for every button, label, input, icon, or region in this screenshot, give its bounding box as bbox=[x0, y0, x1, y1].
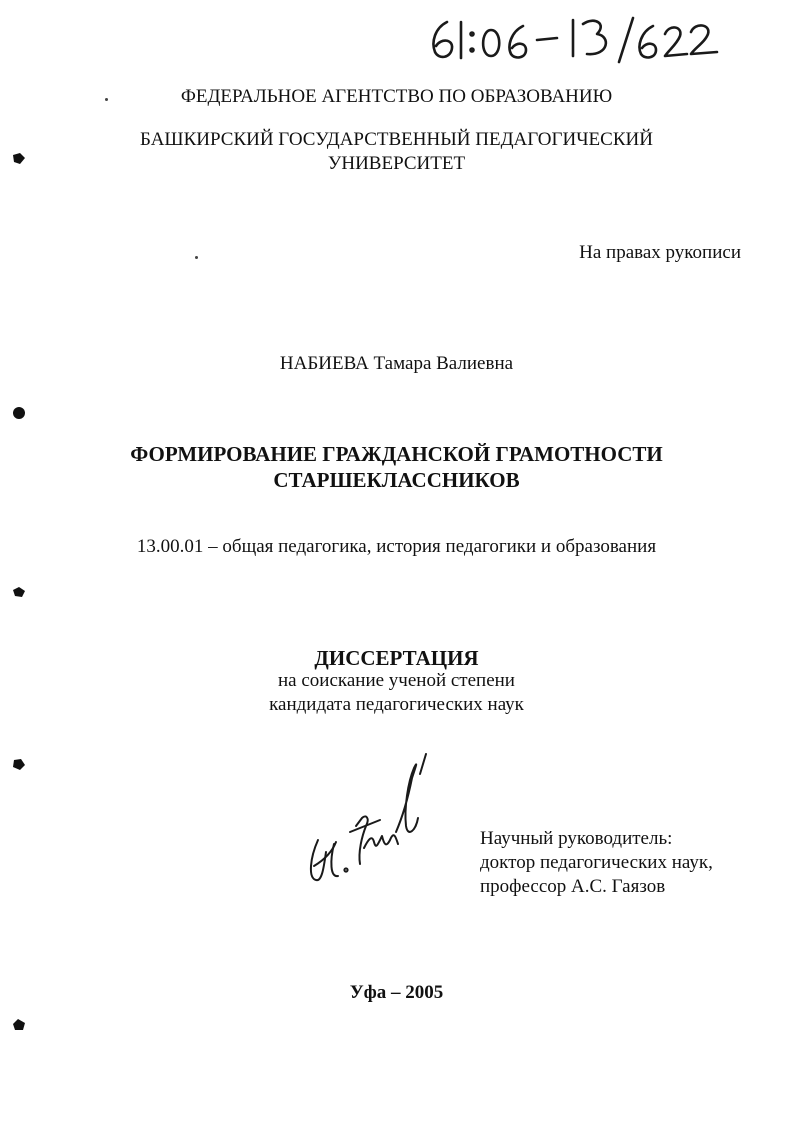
handwritten-signature bbox=[300, 748, 440, 898]
supervisor-name: профессор А.С. Гаязов bbox=[480, 876, 666, 897]
binding-hole-mark bbox=[10, 583, 28, 601]
binding-hole-mark bbox=[10, 404, 28, 422]
binding-hole-mark bbox=[10, 755, 28, 773]
binding-hole-mark bbox=[10, 1016, 28, 1034]
scan-speck bbox=[105, 98, 108, 101]
agency-name: ФЕДЕРАЛЬНОЕ АГЕНТСТВО ПО ОБРАЗОВАНИЮ bbox=[180, 86, 613, 107]
dissertation-title-line2: СТАРШЕКЛАССНИКОВ bbox=[273, 468, 520, 492]
dissertation-heading: ДИССЕРТАЦИЯ bbox=[314, 646, 479, 670]
university-name-line1: БАШКИРСКИЙ ГОСУДАРСТВЕННЫЙ ПЕДАГОГИЧЕСКИЙ bbox=[140, 129, 653, 150]
author-name: НАБИЕВА Тамара Валиевна bbox=[279, 353, 514, 374]
specialty-code: 13.00.01 – общая педагогика, история педагогики и образования bbox=[136, 536, 657, 557]
scan-speck bbox=[195, 256, 198, 259]
dissertation-title-line1: ФОРМИРОВАНИЕ ГРАЖДАНСКОЙ ГРАМОТНОСТИ bbox=[130, 442, 663, 466]
manuscript-rights-note: На правах рукописи bbox=[579, 242, 741, 263]
binding-hole-mark bbox=[10, 149, 28, 167]
city-year: Уфа – 2005 bbox=[349, 982, 444, 1003]
supervisor-block bbox=[480, 827, 713, 899]
degree-line2: кандидата педагогических наук bbox=[269, 694, 524, 715]
university-name-line2: УНИВЕРСИТЕТ bbox=[327, 153, 466, 174]
supervisor-label: Научный руководитель: bbox=[480, 828, 673, 849]
degree-line1: на соискание ученой степени bbox=[278, 670, 515, 691]
supervisor-degree: доктор педагогических наук, bbox=[480, 852, 713, 873]
handwritten-archive-number bbox=[425, 8, 725, 68]
